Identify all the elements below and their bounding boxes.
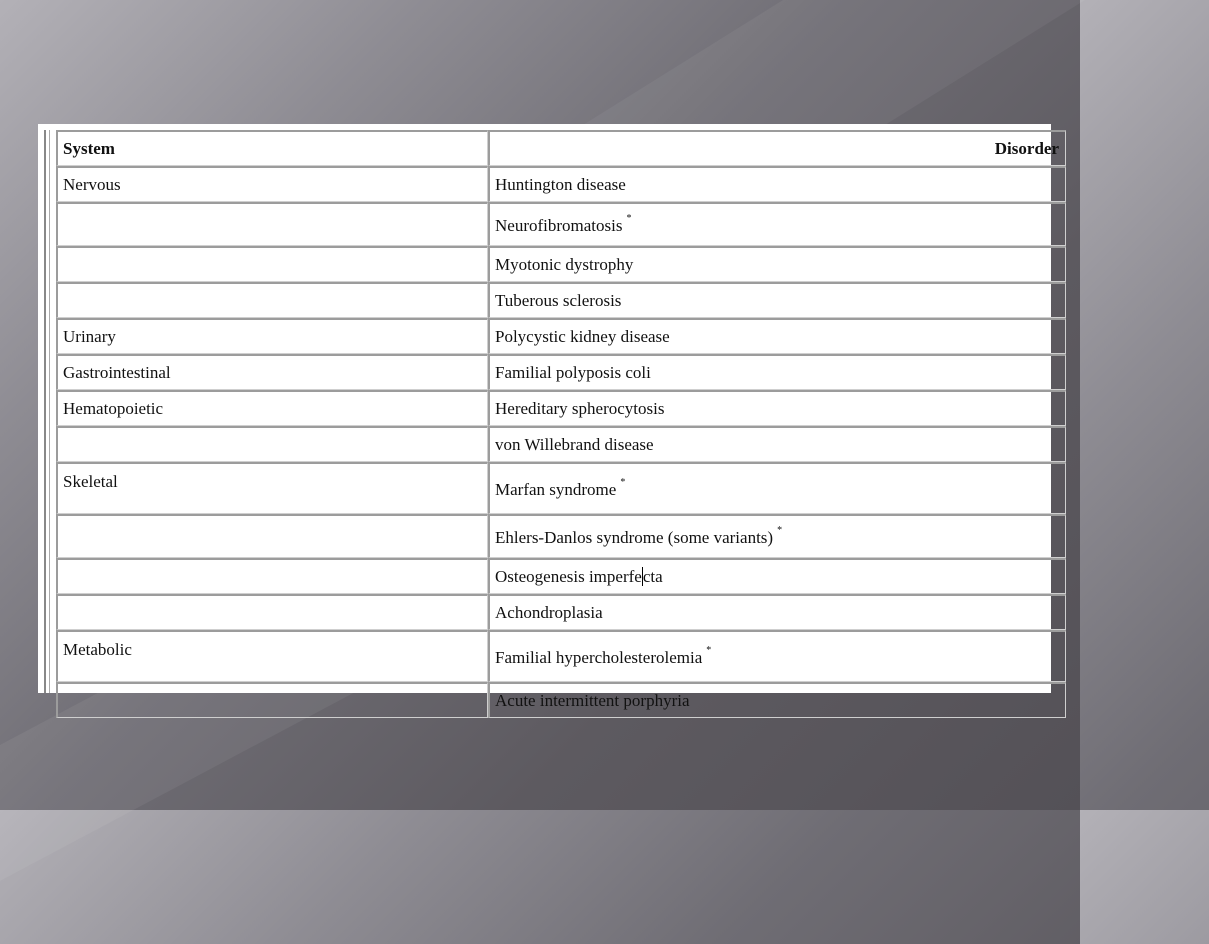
- disorder-cell: Achondroplasia: [488, 594, 1066, 630]
- system-cell: Metabolic: [56, 630, 488, 682]
- table-row: [56, 282, 1066, 318]
- system-cell: [56, 682, 488, 718]
- header-system: System: [56, 130, 488, 166]
- disorder-cell: Hereditary spherocytosis: [488, 390, 1066, 426]
- system-cell: [56, 594, 488, 630]
- system-cell: Urinary: [56, 318, 488, 354]
- footnote-asterisk: *: [777, 525, 783, 536]
- system-cell: [56, 202, 488, 246]
- disorder-cell: Marfan syndrome *: [488, 462, 1066, 514]
- system-cell: [56, 426, 488, 462]
- table-row: [56, 682, 1066, 718]
- system-cell: [56, 514, 488, 558]
- table-row: [56, 202, 1066, 246]
- disorder-cell: Familial polyposis coli: [488, 354, 1066, 390]
- disorder-cell: Myotonic dystrophy: [488, 246, 1066, 282]
- system-cell: Hematopoietic: [56, 390, 488, 426]
- footnote-asterisk: *: [706, 645, 712, 656]
- disorder-cell: Neurofibromatosis *: [488, 202, 1066, 246]
- table-row: [56, 318, 1066, 354]
- table-row: [56, 594, 1066, 630]
- disorder-text-after-cursor: cta: [642, 566, 663, 586]
- table-row: [56, 514, 1066, 558]
- system-cell: Skeletal: [56, 462, 488, 514]
- disorder-cell: Acute intermittent porphyria: [488, 682, 1066, 718]
- footnote-asterisk: *: [626, 213, 632, 224]
- system-cell: [56, 246, 488, 282]
- table-left-border: [44, 130, 46, 693]
- table-left-border: [49, 130, 50, 693]
- table-row: [56, 558, 1066, 594]
- header-disorder: Disorder: [488, 130, 1066, 166]
- table-row: [56, 426, 1066, 462]
- table-row: [56, 390, 1066, 426]
- disorder-cell: Huntington disease: [488, 166, 1066, 202]
- table-row: [56, 354, 1066, 390]
- disorder-cell: Tuberous sclerosis: [488, 282, 1066, 318]
- system-cell: Gastrointestinal: [56, 354, 488, 390]
- disorder-table-panel: [38, 124, 1059, 710]
- table-header-row: [56, 130, 1066, 166]
- system-cell: [56, 558, 488, 594]
- disorder-cell[interactable]: [488, 558, 1066, 594]
- table-row: [56, 462, 1066, 514]
- table-row: [56, 166, 1066, 202]
- table-row: [56, 630, 1066, 682]
- footnote-asterisk: *: [620, 477, 626, 488]
- disorder-text-before-cursor: Osteogenesis imperfe: [495, 566, 642, 586]
- disorder-cell: von Willebrand disease: [488, 426, 1066, 462]
- system-cell: [56, 282, 488, 318]
- table-row: [56, 246, 1066, 282]
- disorder-cell: Familial hypercholesterolemia *: [488, 630, 1066, 682]
- system-disorder-table: [56, 130, 1066, 718]
- system-cell: Nervous: [56, 166, 488, 202]
- disorder-cell: Polycystic kidney disease: [488, 318, 1066, 354]
- disorder-cell: Ehlers-Danlos syndrome (some variants) *: [488, 514, 1066, 558]
